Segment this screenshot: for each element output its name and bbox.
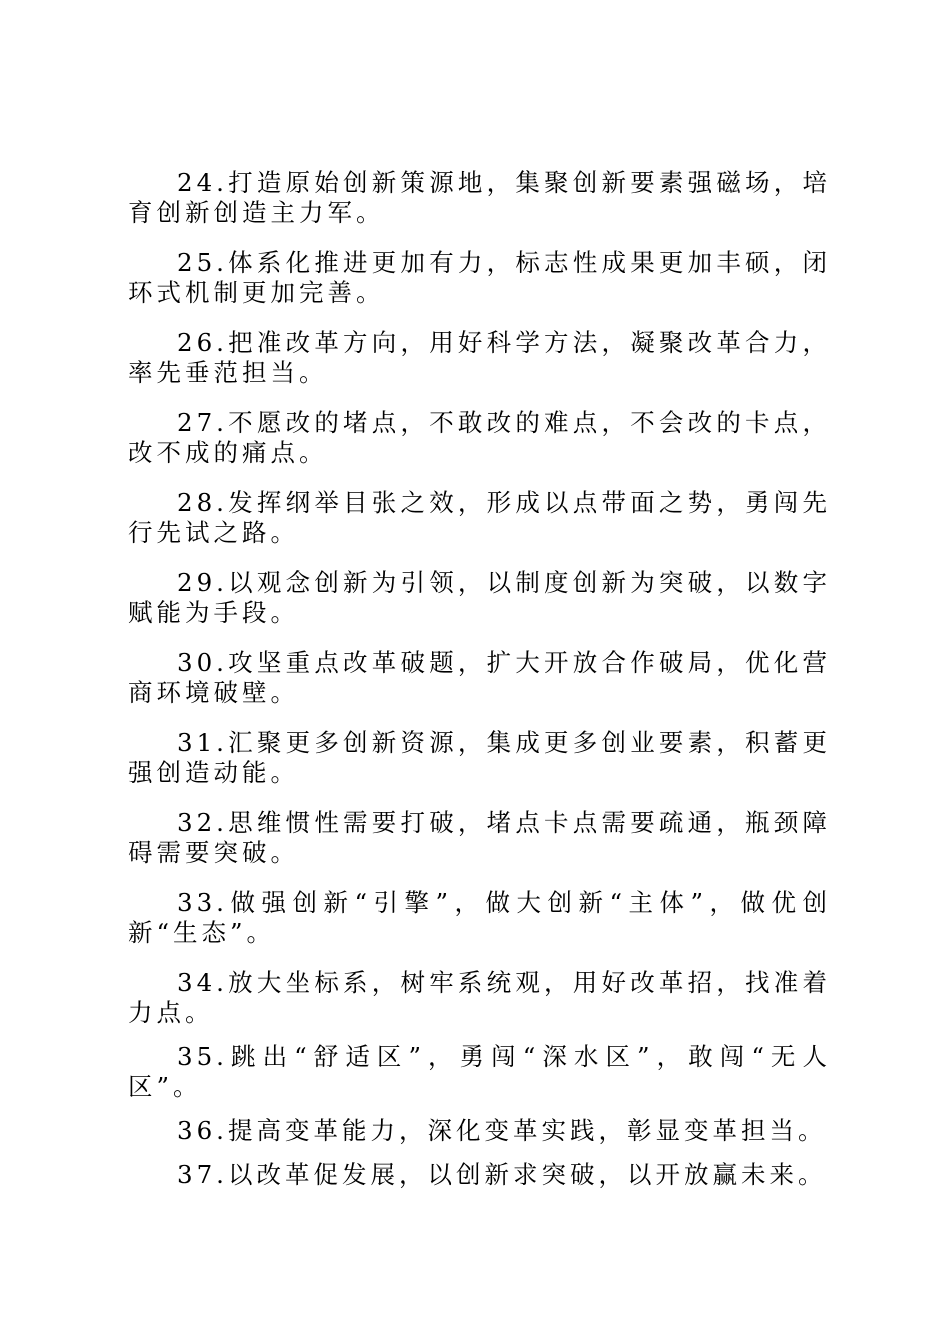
list-item-37: 37.以改革促发展，以创新求突破，以开放赢未来。: [177, 1160, 827, 1189]
list-item-36: 36.提高变革能力，深化变革实践，彰显变革担当。: [177, 1116, 827, 1145]
list-item-34: 34.放大坐标系，树牢系统观，用好改革招，找准着力点。: [128, 968, 831, 1027]
list-item-32: 32.思维惯性需要打破，堵点卡点需要疏通，瓶颈障碍需要突破。: [128, 808, 831, 867]
list-item-26: 26.把准改革方向，用好科学方法，凝聚改革合力，率先垂范担当。: [128, 328, 831, 387]
list-item-31: 31.汇聚更多创新资源，集成更多创业要素，积蓄更强创造动能。: [128, 728, 831, 787]
list-item-27: 27.不愿改的堵点，不敢改的难点，不会改的卡点，改不成的痛点。: [128, 408, 831, 467]
document-page: [128, 168, 831, 1204]
list-item-33: 33.做强创新“引擎”，做大创新“主体”，做优创新“生态”。: [128, 888, 831, 947]
list-item-29: 29.以观念创新为引领，以制度创新为突破，以数字赋能为手段。: [128, 568, 831, 627]
list-item-25: 25.体系化推进更加有力，标志性成果更加丰硕，闭环式机制更加完善。: [128, 248, 831, 307]
list-item-30: 30.攻坚重点改革破题，扩大开放合作破局，优化营商环境破壁。: [128, 648, 831, 707]
list-item-28: 28.发挥纲举目张之效，形成以点带面之势，勇闯先行先试之路。: [128, 488, 831, 547]
list-item-24: 24.打造原始创新策源地，集聚创新要素强磁场，培育创新创造主力军。: [128, 168, 831, 227]
list-item-35: 35.跳出“舒适区”，勇闯“深水区”，敢闯“无人区”。: [128, 1042, 831, 1101]
